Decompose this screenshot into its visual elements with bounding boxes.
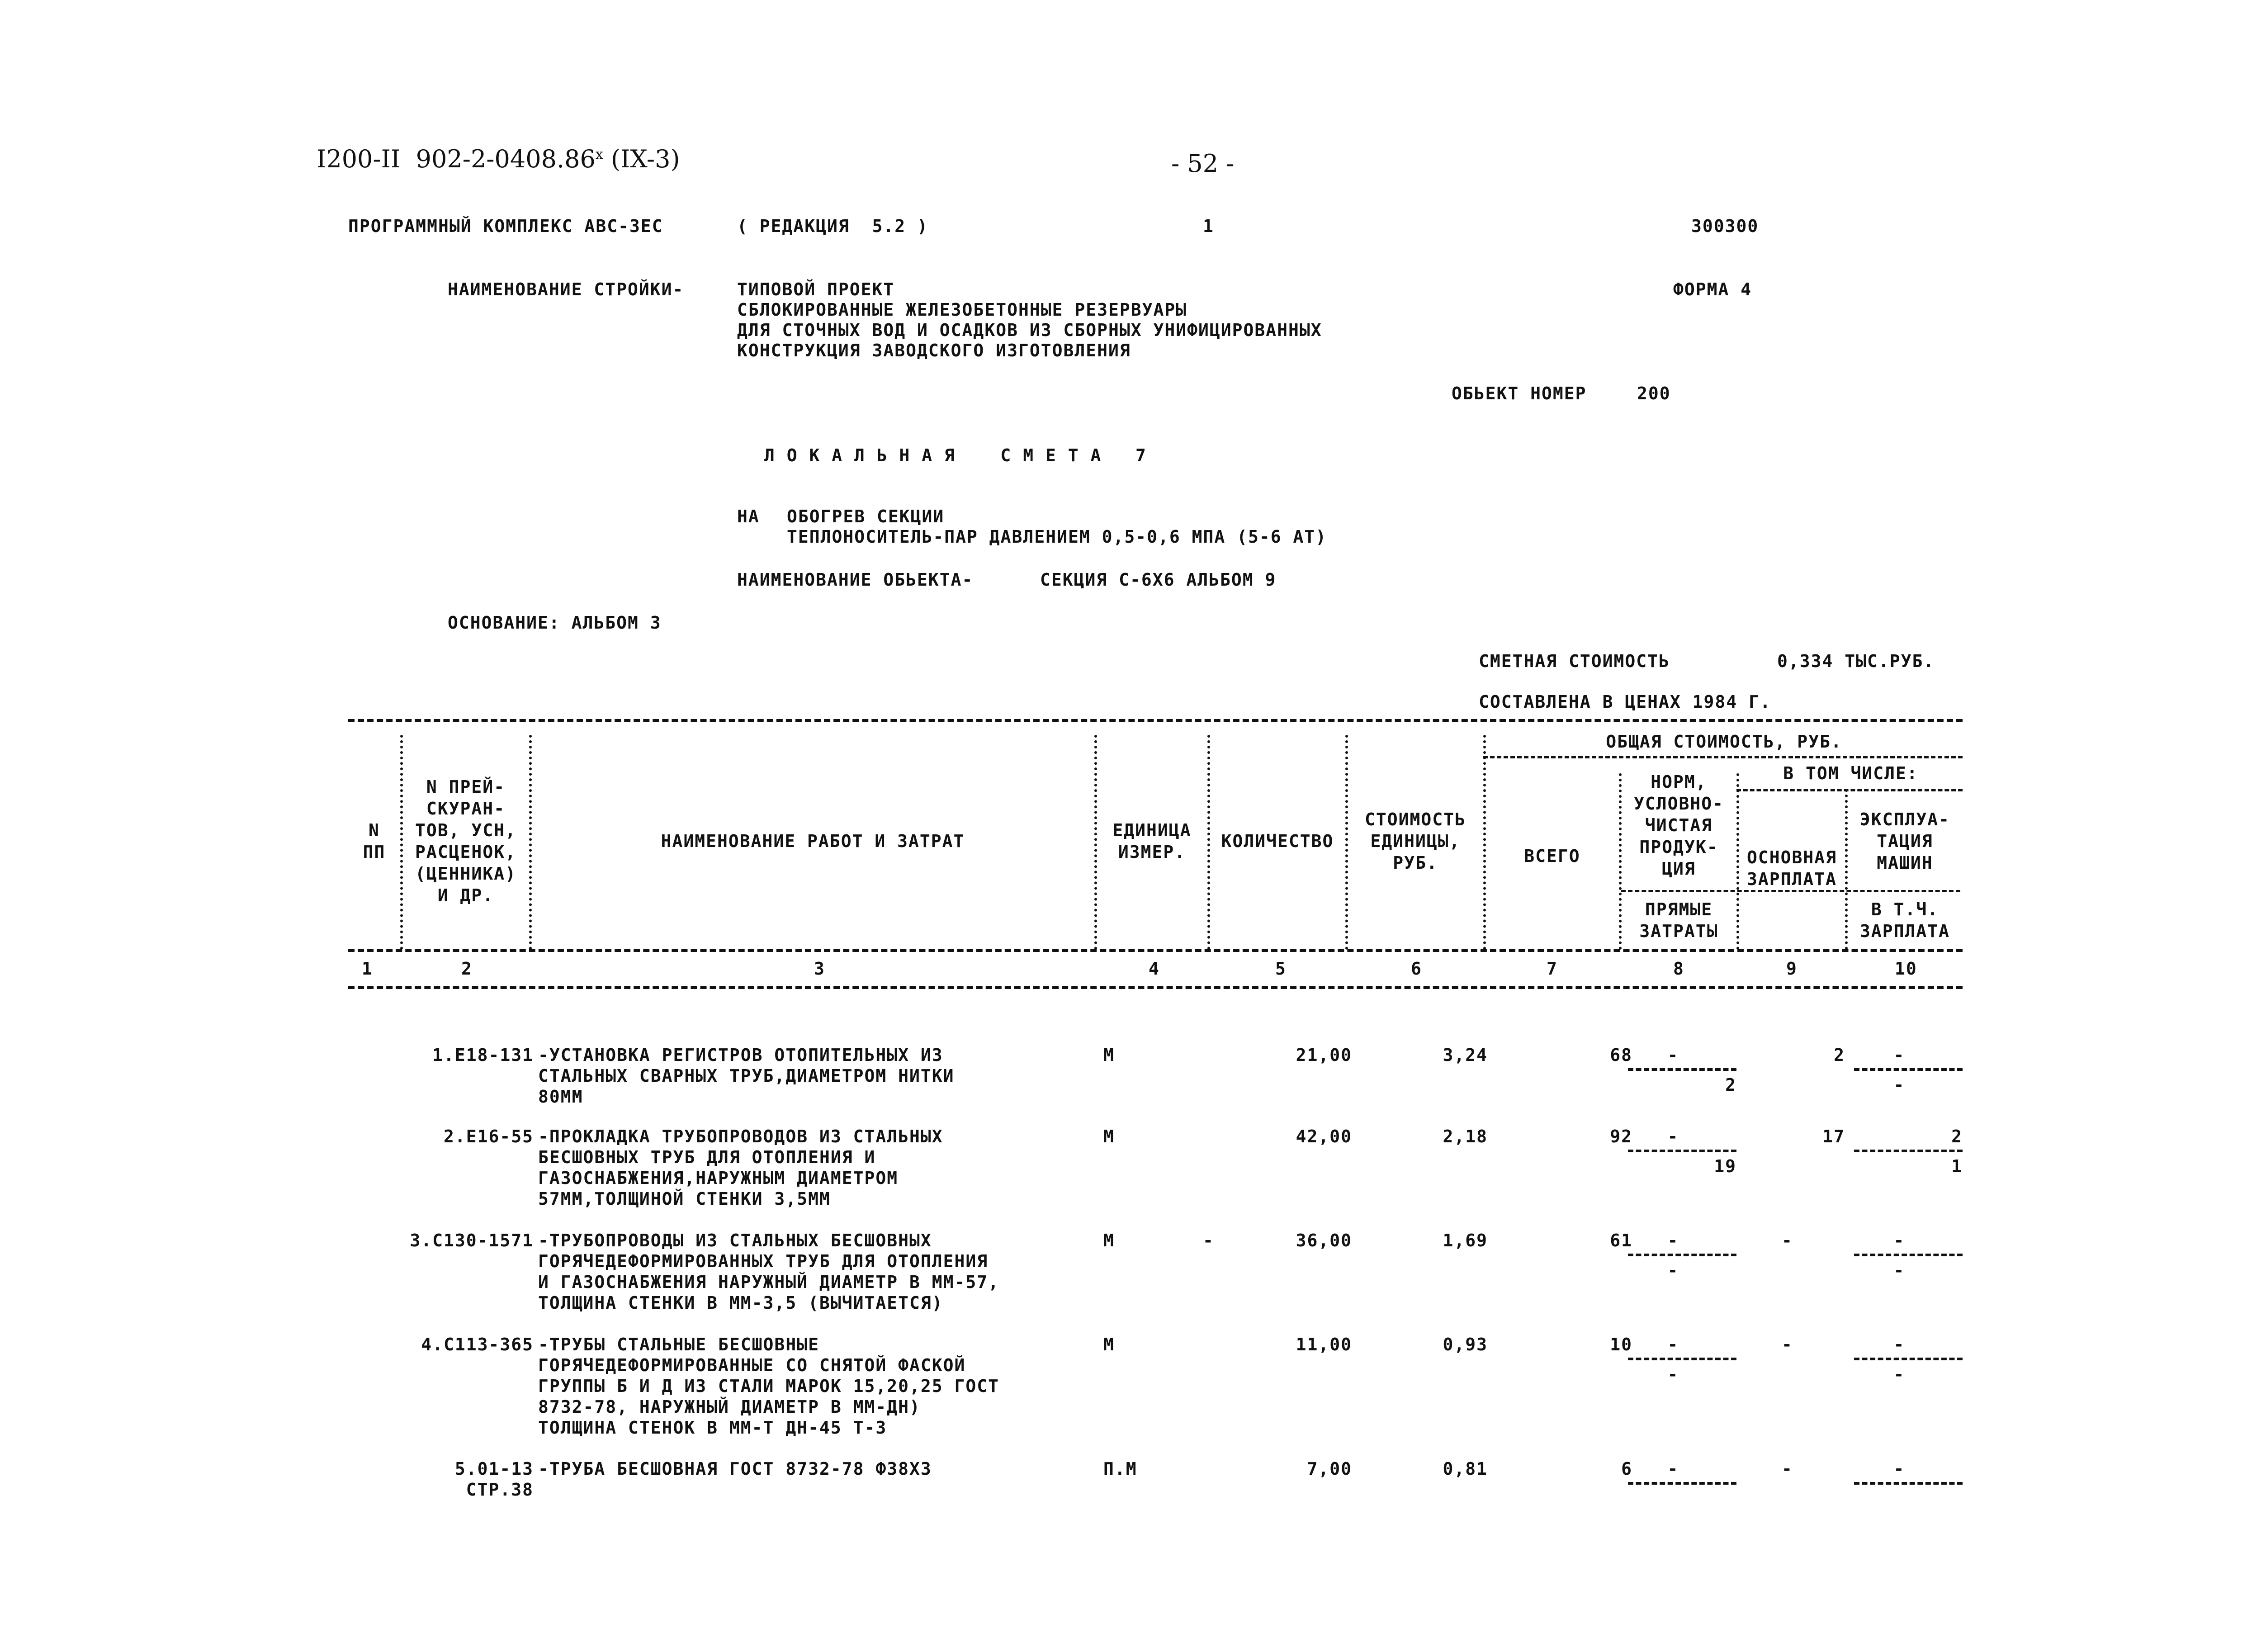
row-col10-rule [1854,1150,1963,1152]
row-col8-top: - [1667,1231,1679,1250]
header-col-5: КОЛИЧЕСТВО [1221,831,1334,851]
row-name: -ТРУБЫ СТАЛЬНЫЕ БЕСШОВНЫЕ ГОРЯЧЕДЕФОРМИРОВАННЫЕ СО СНЯТОЙ ФАСКОЙ ГРУППЫ Б И Д ИЗ СТАЛИ МАРОК 15,20,25 ГОСТ 8732-78, НАРУЖНЫЙ ДИАМЕТР В ММ-ДН) ТОЛЩИНА СТЕНОК В ММ-Т ДН-45 Т-3 [538,1335,999,1438]
header-col-3: НАИМЕНОВАНИЕ РАБОТ И ЗАТРАТ [661,831,965,851]
subgroup-rule [1736,789,1963,791]
header-bottom-rule [348,949,1963,952]
row-name: -ТРУБОПРОВОДЫ ИЗ СТАЛЬНЫХ БЕСШОВНЫХ ГОРЯЧЕДЕФОРМИРОВАННЫХ ТРУБ ДЛЯ ОТОПЛЕНИЯ И ГАЗОСНАБЖЕНИЯ НАРУЖНЫЙ ДИАМЕТР В ММ-57, ТОЛЩИНА СТЕНКИ В ММ-3,5 (ВЫЧИТАЕТСЯ) [538,1231,999,1313]
row-unit: П.М [1103,1459,1137,1479]
page-number: - 52 - [1171,149,1235,178]
header-col-6: СТОИМОСТЬ ЕДИНИЦЫ, РУБ. [1365,809,1466,873]
for-line-1: ОБОГРЕВ СЕКЦИИ [787,506,945,526]
row-col8-top: - [1667,1459,1679,1479]
row-col10-top: 2 [1951,1127,1963,1146]
cost-label: СМЕТНАЯ СТОИМОСТЬ [1479,651,1670,671]
row-name: -УСТАНОВКА РЕГИСТРОВ ОТОПИТЕЛЬНЫХ ИЗ СТАЛЬНЫХ СВАРНЫХ ТРУБ,ДИАМЕТРОМ НИТКИ 80ММ [538,1045,955,1107]
row-col10-rule [1854,1254,1963,1256]
row-col8-rule [1628,1254,1736,1256]
row-col10-rule [1854,1482,1963,1485]
row-col8-bottom: 2 [1725,1075,1736,1095]
colnum-1: 1 [362,959,373,979]
row-unit: М [1103,1045,1115,1065]
header-col-9: ОСНОВНАЯ ЗАРПЛАТА [1746,847,1837,889]
colnum-7: 7 [1547,959,1558,979]
header-col-2: N ПРЕЙ- СКУРАН- ТОВ, УСН, РАСЦЕНОК, (ЦЕННИКА) И ДР. [415,777,516,905]
row-qty: 7,00 [1307,1459,1352,1479]
colnum-4: 4 [1149,959,1160,979]
row-mark: - [1203,1231,1214,1250]
row-col9: - [1782,1459,1793,1479]
row-code: 3.С130-1571 [410,1231,534,1250]
row-col8-rule [1628,1068,1736,1071]
row-col8-bottom: - [1667,1260,1679,1280]
program-code: 300300 [1691,216,1759,236]
object-number-label: ОБЬЕКТ НОМЕР [1452,383,1587,403]
row-col8-rule [1628,1482,1736,1485]
row-col10-top: - [1893,1045,1905,1065]
row-name: -ТРУБА БЕСШОВНАЯ ГОСТ 8732-78 Ф38Х3 [538,1459,932,1479]
row-qty: 11,00 [1296,1335,1352,1354]
row-col10-bottom: - [1893,1260,1905,1280]
project-line-1: ТИПОВОЙ ПРОЕКТ [737,279,895,299]
form-label: ФОРМА 4 [1673,279,1752,299]
row-code-page: СТР.38 [466,1480,534,1500]
project-label: НАИМЕНОВАНИЕ СТРОЙКИ- [448,279,684,299]
row-col8-top: - [1667,1335,1679,1354]
row-code: 5.01-13 [454,1459,534,1479]
object-name: СЕКЦИЯ С-6Х6 АЛЬБОМ 9 [1040,570,1277,590]
code-superscript: x [595,147,603,162]
row-total: 68 [1610,1045,1632,1065]
row-total: 61 [1610,1231,1632,1250]
prices-line: СОСТАВЛЕНА В ЦЕНАХ 1984 Г. [1479,692,1771,712]
program-label: ПРОГРАММНЫЙ КОМПЛЕКС АВС-ЗЕС [348,216,663,236]
table-top-rule [348,719,1963,722]
row-col10-rule [1854,1358,1963,1360]
basis: ОСНОВАНИЕ: АЛЬБОМ 3 [448,613,662,633]
cost-value: 0,334 ТЫС.РУБ. [1777,651,1935,671]
row-unit: М [1103,1335,1115,1354]
row-col9: - [1782,1335,1793,1354]
colnum-8: 8 [1673,959,1684,979]
project-line-2: СБЛОКИРОВАННЫЕ ЖЕЛЕЗОБЕТОННЫЕ РЕЗЕРВУАРЫ [737,300,1187,320]
row-unit-cost: 3,24 [1443,1045,1488,1065]
header-col-8-top: НОРМ, УСЛОВНО- ЧИСТАЯ ПРОДУК- ЦИЯ [1633,772,1724,879]
row-total: 10 [1610,1335,1632,1354]
row-col8-rule [1628,1358,1736,1360]
for-label: НА [737,506,760,526]
row-col8-rule [1628,1150,1736,1152]
header-group-total-cost: ОБЩАЯ СТОИМОСТЬ, РУБ. [1606,732,1842,752]
colnum-6: 6 [1411,959,1422,979]
program-edition: ( РЕДАКЦИЯ 5.2 ) [737,216,928,236]
row-col9: 2 [1834,1045,1845,1065]
row-col10-bottom: - [1893,1364,1905,1384]
row-col10-bottom: - [1893,1075,1905,1095]
row-qty: 42,00 [1296,1127,1352,1146]
for-line-2: ТЕПЛОНОСИТЕЛЬ-ПАР ДАВЛЕНИЕМ 0,5-0,6 МПА (5-6 АТ) [787,527,1327,547]
row-unit: М [1103,1127,1115,1146]
header-col-10-bottom: В Т.Ч. ЗАРПЛАТА [1859,899,1950,941]
row-qty: 21,00 [1296,1045,1352,1065]
program-number: 1 [1203,216,1214,236]
row-col10-bottom: 1 [1951,1156,1963,1176]
row-col8-top: - [1667,1045,1679,1065]
estimate-title: Л О К А Л Ь Н А Я С М Е Т А 7 [764,445,1147,465]
colnum-9: 9 [1786,959,1798,979]
row-code: 2.Е16-55 [443,1127,534,1146]
colnum-2: 2 [461,959,473,979]
row-unit-cost: 2,18 [1443,1127,1488,1146]
row-col10-rule [1854,1068,1963,1071]
row-col8-bottom: - [1667,1364,1679,1384]
colnum-5: 5 [1275,959,1287,979]
colnum-3: 3 [814,959,825,979]
row-col10-top: - [1893,1335,1905,1354]
colnum-10: 10 [1895,959,1917,979]
row-qty: 36,00 [1296,1231,1352,1250]
header-col-1: N ПП [363,820,386,862]
row-col8-bottom: 19 [1714,1156,1736,1176]
header-in-that: В ТОМ ЧИСЛЕ: [1783,763,1918,783]
document-code: I200-II 902-2-0408.86$^x$ (IX-3) [317,145,680,173]
row-code: 4.С113-365 [421,1335,534,1354]
row-col9: 17 [1822,1127,1845,1146]
row-unit: М [1103,1231,1115,1250]
row-total: 92 [1610,1127,1632,1146]
colnum-bottom-rule [348,986,1963,989]
row-unit-cost: 0,93 [1443,1335,1488,1354]
header-col-8-bottom: ПРЯМЫЕ ЗАТРАТЫ [1639,899,1718,941]
row-col10-top: - [1893,1459,1905,1479]
header-col-10-top: ЭКСПЛУА- ТАЦИЯ МАШИН [1859,809,1950,873]
header-col-7: ВСЕГО [1524,846,1580,866]
object-number: 200 [1637,383,1671,403]
row-col8-top: - [1667,1127,1679,1146]
row-unit-cost: 0,81 [1443,1459,1488,1479]
row-code: 1.Е18-131 [432,1045,534,1065]
row-name: -ПРОКЛАДКА ТРУБОПРОВОДОВ ИЗ СТАЛЬНЫХ БЕСШОВНЫХ ТРУБ ДЛЯ ОТОПЛЕНИЯ И ГАЗОСНАБЖЕНИЯ,НАРУЖНЫМ ДИАМЕТРОМ 57ММ,ТОЛЩИНОЙ СТЕНКИ 3,5ММ [538,1127,943,1209]
row-col10-top: - [1893,1231,1905,1250]
header-col-4: ЕДИНИЦА ИЗМЕР. [1112,820,1192,862]
row-total: 6 [1621,1459,1632,1479]
group-rule [1483,756,1963,758]
row-col9: - [1782,1231,1793,1250]
project-line-3: ДЛЯ СТОЧНЫХ ВОД И ОСАДКОВ ИЗ СБОРНЫХ УНИФИЦИРОВАННЫХ [737,320,1322,340]
row-unit-cost: 1,69 [1443,1231,1488,1250]
project-line-4: КОНСТРУКЦИЯ ЗАВОДСКОГО ИЗГОТОВЛЕНИЯ [737,341,1131,360]
object-name-label: НАИМЕНОВАНИЕ ОБЬЕКТА- [737,570,974,590]
